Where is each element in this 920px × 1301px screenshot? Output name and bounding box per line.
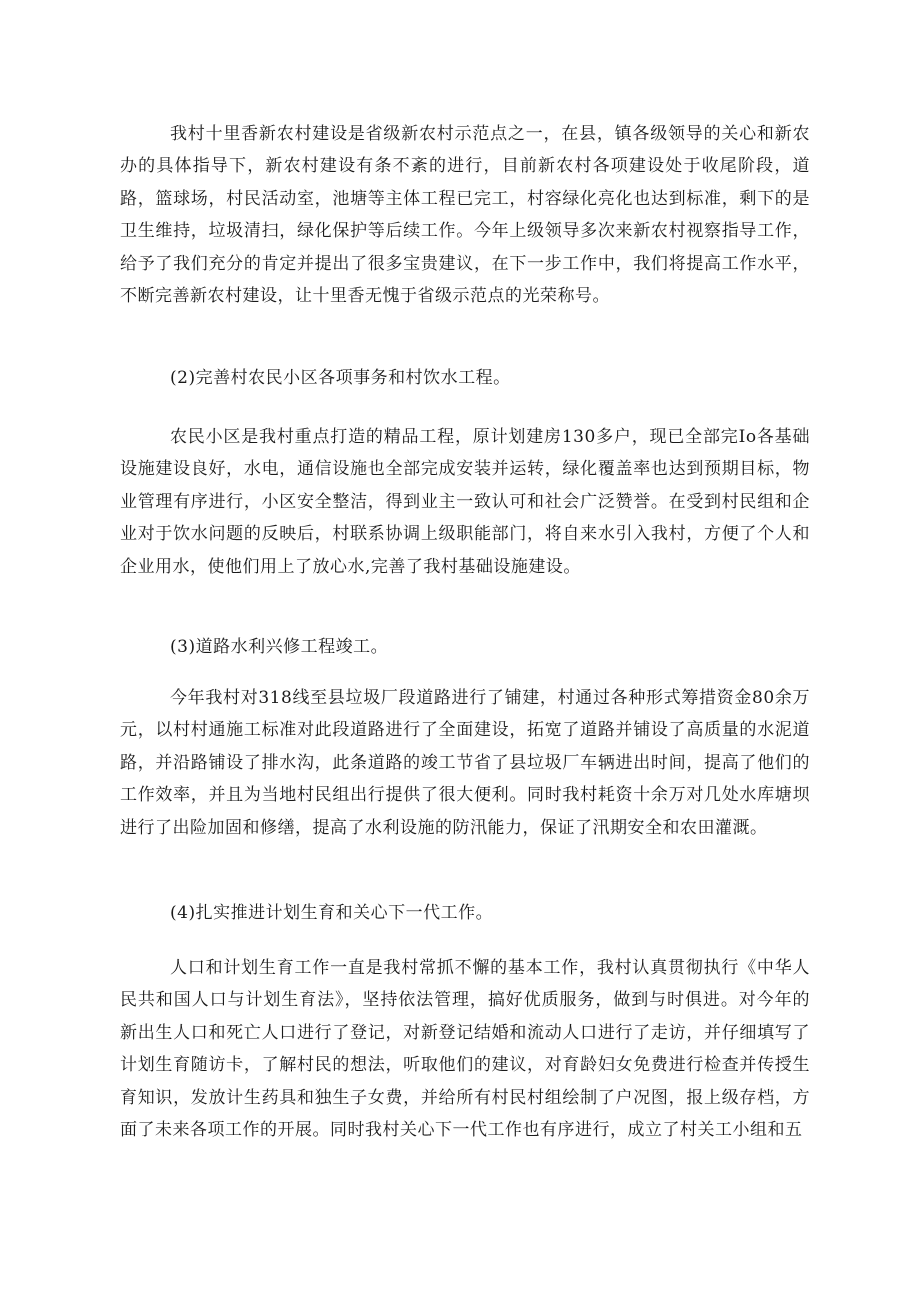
paragraph-road-water: 今年我村对318线至县垃圾厂段道路进行了铺建，村通过各种形式筹措资金80余万元，以村村通施工标准对此段道路进行了全面建设，拓宽了道路并铺设了高质量的水泥道路，并沿路铺设了排水沟，此条道路的竣工节省了县垃圾厂车辆进出时间，提高了他们的工作效率，并且为当地村民组出行提供了很大便利。同时我村耗资十余万对几处水库塘坝进行了出险加固和修缮，提高了水利设施的防汛能力，保证了汛期安全和农田灌溉。: [120, 688, 810, 838]
section-heading-3: (3)道路水利兴修工程竣工。: [170, 637, 389, 657]
paragraph-family-planning: 人口和计划生育工作一直是我村常抓不懈的基本工作，我村认真贯彻执行《中华人民共和国人口与计划生育法》，坚持依法管理，搞好优质服务，做到与时俱进。对今年的新出生人口和死亡人口进行了登记，对新登记结婚和流动人口进行了走访，并仔细填写了计划生育随访卡，了解村民的想法，听取他们的建议，对育龄妇女免费进行检查并传授生育知识，发放计生药具和独生子女费，并给所有村民村组绘制了户况图，报上级存档，方面了未来各项工作的开展。同时我村关心下一代工作也有序进行，成立了村关工小组和五: [120, 958, 810, 1141]
section-heading-4: (4)扎实推进计划生育和关心下一代工作。: [170, 903, 494, 923]
section-heading-2: (2)完善村农民小区各项事务和村饮水工程。: [170, 368, 511, 388]
paragraph-new-countryside: 我村十里香新农村建设是省级新农村示范点之一，在县，镇各级领导的关心和新农办的具体指导下，新农村建设有条不紊的进行，目前新农村各项建设处于收尾阶段，道路，篮球场，村民活动室，池塘等主体工程已完工，村容绿化亮化也达到标准，剩下的是卫生维持，垃圾清扫，绿化保护等后续工作。今年上级领导多次来新农村视察指导工作，给予了我们充分的肯定并提出了很多宝贵建议，在下一步工作中，我们将提高工作水平，不断完善新农村建设，让十里香无愧于省级示范点的光荣称号。: [120, 124, 810, 307]
paragraph-farmer-community: 农民小区是我村重点打造的精品工程，原计划建房130多户，现已全部完Io各基础设施建设良好，水电，通信设施也全部完成安装并运转，绿化覆盖率也达到预期目标，物业管理有序进行，小区安全整洁，得到业主一致认可和社会广泛赞誉。在受到村民组和企业对于饮水问题的反映后，村联系协调上级职能部门，将自来水引入我村，方便了个人和企业用水，使他们用上了放心水,完善了我村基础设施建设。: [120, 427, 810, 577]
